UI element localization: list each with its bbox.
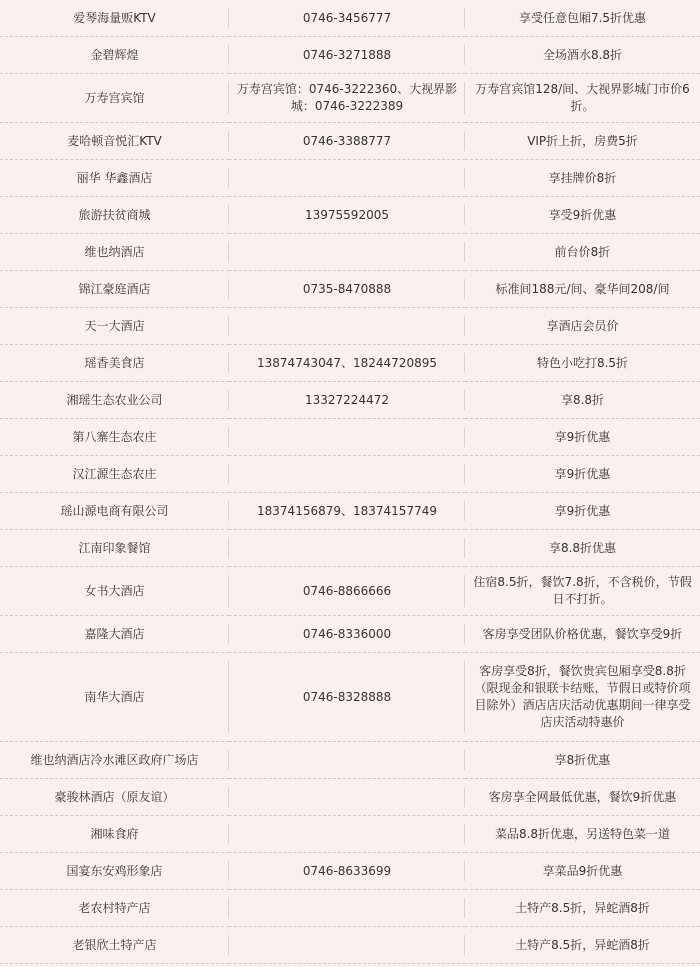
table-row	[0, 160, 700, 197]
table-row	[0, 308, 700, 345]
offer-cell: 菜品8.8折优惠，另送特色菜一道	[465, 816, 700, 853]
offer-cell: 土特产8.5折，异蛇酒8折	[465, 927, 700, 964]
phone-cell	[229, 160, 465, 197]
merchant-name-cell: 万寿宫宾馆	[0, 74, 229, 123]
phone-cell: 0746-3456777	[229, 0, 465, 37]
merchant-name-cell: 天一大酒店	[0, 308, 229, 345]
phone-cell	[229, 419, 465, 456]
table-row	[0, 493, 700, 530]
merchant-name-cell: 金碧辉煌	[0, 37, 229, 74]
phone-cell: 13975592005	[229, 197, 465, 234]
phone-cell	[229, 530, 465, 567]
phone-cell: 0746-3271888	[229, 37, 465, 74]
table-row	[0, 197, 700, 234]
offer-cell: 住宿8.5折，餐饮7.8折，不含税价，节假日不打折。	[465, 567, 700, 616]
merchant-name-cell: 豪骏林酒店（原友谊）	[0, 779, 229, 816]
table-row	[0, 530, 700, 567]
merchant-name-cell: 老农村特产店	[0, 890, 229, 927]
phone-cell	[229, 742, 465, 779]
merchant-name-cell: 丽华 华鑫酒店	[0, 160, 229, 197]
table-row	[0, 271, 700, 308]
offer-cell: 享8.8折优惠	[465, 530, 700, 567]
offer-cell: 特色小吃打8.5折	[465, 345, 700, 382]
offer-cell: VIP折上折，房费5折	[465, 123, 700, 160]
table-row	[0, 456, 700, 493]
phone-cell	[229, 927, 465, 964]
phone-cell: 0746-8328888	[229, 653, 465, 742]
offer-cell: 土特产8.5折，异蛇酒8折	[465, 890, 700, 927]
merchant-name-cell: 瑶香美食店	[0, 345, 229, 382]
merchant-name-cell: 汉江源生态农庄	[0, 456, 229, 493]
table-row	[0, 37, 700, 74]
table-row	[0, 345, 700, 382]
table-row	[0, 567, 700, 616]
merchant-name-cell: 瑶山源电商有限公司	[0, 493, 229, 530]
phone-cell: 0746-8633699	[229, 853, 465, 890]
phone-cell	[229, 816, 465, 853]
merchant-name-cell: 麦哈顿音悦汇KTV	[0, 123, 229, 160]
table-row	[0, 616, 700, 653]
phone-cell	[229, 779, 465, 816]
phone-cell: 13874743047、18244720895	[229, 345, 465, 382]
merchant-name-cell: 第八寨生态农庄	[0, 419, 229, 456]
table-row	[0, 816, 700, 853]
table-row	[0, 74, 700, 123]
phone-cell	[229, 308, 465, 345]
phone-cell: 0746-8866666	[229, 567, 465, 616]
merchant-name-cell: 爱琴海量贩KTV	[0, 0, 229, 37]
offer-cell: 享9折优惠	[465, 419, 700, 456]
phone-cell	[229, 234, 465, 271]
phone-cell: 0746-8336000	[229, 616, 465, 653]
merchant-name-cell: 维也纳酒店冷水滩区政府广场店	[0, 742, 229, 779]
merchant-name-cell: 南华大酒店	[0, 653, 229, 742]
table-row	[0, 927, 700, 964]
merchant-name-cell: 湘瑶生态农业公司	[0, 382, 229, 419]
offer-cell: 享受任意包厢7.5折优惠	[465, 0, 700, 37]
phone-cell: 万寿宫宾馆：0746-3222360、大视界影城：0746-3222389	[229, 74, 465, 123]
phone-cell	[229, 890, 465, 927]
offer-cell: 标准间188元/间、豪华间208/间	[465, 271, 700, 308]
offer-cell: 享9折优惠	[465, 456, 700, 493]
merchant-name-cell: 锦江豪庭酒店	[0, 271, 229, 308]
merchant-name-cell: 嘉隆大酒店	[0, 616, 229, 653]
merchant-name-cell: 旅游扶贫商城	[0, 197, 229, 234]
offer-cell: 全场酒水8.8折	[465, 37, 700, 74]
offer-cell: 前台价8折	[465, 234, 700, 271]
offer-cell: 享9折优惠	[465, 493, 700, 530]
offer-cell: 客房享全网最低优惠，餐饮9折优惠	[465, 779, 700, 816]
merchant-name-cell: 湘味食府	[0, 816, 229, 853]
table-row	[0, 742, 700, 779]
offer-cell: 享酒店会员价	[465, 308, 700, 345]
merchant-name-cell: 老银欣土特产店	[0, 927, 229, 964]
phone-cell: 13327224472	[229, 382, 465, 419]
table-row	[0, 382, 700, 419]
table-row	[0, 0, 700, 37]
offer-cell: 万寿宫宾馆128/间、大视界影城门市价6折。	[465, 74, 700, 123]
merchant-name-cell: 女书大酒店	[0, 567, 229, 616]
merchant-name-cell: 国宴东安鸡形象店	[0, 853, 229, 890]
offer-cell: 客房享受团队价格优惠，餐饮享受9折	[465, 616, 700, 653]
table-row	[0, 779, 700, 816]
table-row	[0, 890, 700, 927]
phone-cell: 18374156879、18374157749	[229, 493, 465, 530]
table-row	[0, 653, 700, 742]
table-row	[0, 853, 700, 890]
table-row	[0, 234, 700, 271]
offer-cell: 客房享受8折，餐饮贵宾包厢享受8.8折（限现金和银联卡结账，节假日或特价项目除外）酒店店庆活动优惠期间一律享受店庆活动特惠价	[465, 653, 700, 742]
phone-cell: 0746-3388777	[229, 123, 465, 160]
offer-cell: 享受9折优惠	[465, 197, 700, 234]
offer-cell: 享菜品9折优惠	[465, 853, 700, 890]
phone-cell	[229, 456, 465, 493]
merchant-name-cell: 维也纳酒店	[0, 234, 229, 271]
merchant-name-cell: 江南印象餐馆	[0, 530, 229, 567]
offer-cell: 享8.8折	[465, 382, 700, 419]
table-row	[0, 123, 700, 160]
offer-cell: 享8折优惠	[465, 742, 700, 779]
offer-cell: 享挂牌价8折	[465, 160, 700, 197]
table-row	[0, 419, 700, 456]
phone-cell: 0735-8470888	[229, 271, 465, 308]
